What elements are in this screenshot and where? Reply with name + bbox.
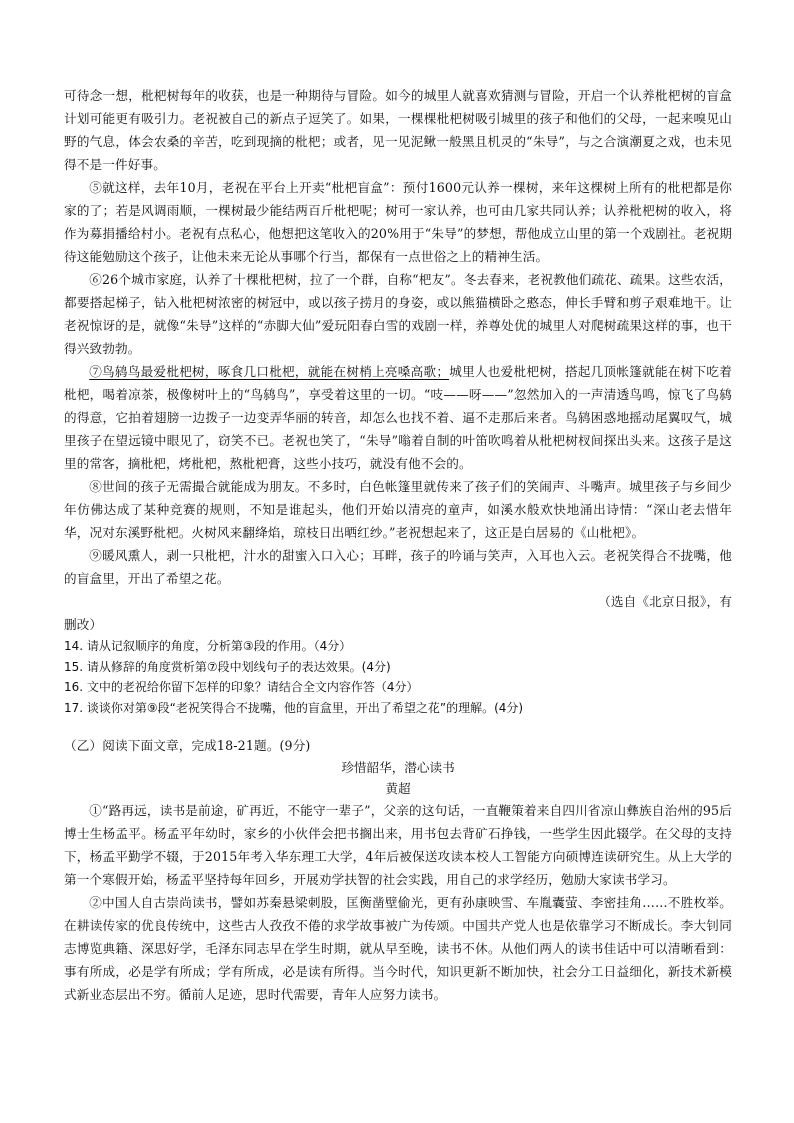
article-paragraph-1: ①“路再远，读书是前途，矿再近，不能守一辈子”，父亲的这句话，一直鞭策着来自四川省凉山彝族自治州的95后博士生杨孟平。杨孟平年幼时，家乡的小伙伴会把书搁出来，用书包去背矿石挣钱，一些学生因此辍学。在父母的支持下，杨孟平勤学不辍，于2015年考入华东理工大学，4年后被保送攻读本校人工智能方向硕博连读研究生。从上大学的第一个寒假开始，杨孟平坚持每年回乡，开展劝学扶智的社会实践，用自己的求学经历，勉励大家读书学习。	[64, 803, 732, 887]
passage-paragraph-8: ⑧世间的孩子无需撮合就能成为朋友。不多时，白色帐篷里就传来了孩子们的笑闹声、斗嘴声。城里孩子与乡间少年仿佛达成了某种竞赛的规则，不知是谁起头，他们开始以清亮的童声，如溪水般欢快地涌出诗情：“深山老去惜年华，况对东溪野枇杷。火树风来翻绛焰，琼枝日出晒红纱。”老祝想起来了，这正是白居易的《山枇杷》。	[64, 479, 732, 540]
underlined-sentence: ⑦鸟鸫鸟最爱枇杷树，啄食几口枇杷，就能在树梢上亮嗓高歌；	[89, 364, 450, 379]
source-note: （选自《北京日报》，有	[598, 594, 732, 609]
question-16: 16. 文中的老祝给你留下怎样的印象？请结合全文内容作答（4分）	[64, 680, 419, 694]
passage-paragraph-5: ⑤就这样，去年10月，老祝在平台上开卖“枇杷盲盒”：预付1600元认养一棵树，来年这棵树上所有的枇杷都是你家的了；若是风调雨顺，一棵树最少能结两百斤枇杷呢；树可一家认养，也可由几家共同认养；认养枇杷树的收入，将作为募捐播给村小。老祝有点私心，他想把这笔收入的20%用于“朱导”的梦想，帮他成立山里的第一个戏剧社。老祝期待这能勉励这个孩子，让他未来无论从事哪个行当，都保有一点世俗之上的精神生活。	[64, 180, 732, 264]
question-14: 14. 请从记叙顺序的角度，分析第③段的作用。（4分）	[64, 639, 352, 653]
passage-paragraph-6: ⑥26个城市家庭，认养了十棵枇杷树，拉了一个群，自称“杷友”。冬去春来，老祝教他们疏花、疏果。这些农活，都要搭起梯子，钻入枇杷树浓密的树冠中，或以孩子捞月的身姿，或以熊猫横卧之憨态，伸长手臂和剪子艰难地干。让老祝惊讶的是，就像“朱导”这样的“赤脚大仙”爱玩阳春白雪的戏剧一样，养尊处优的城里人对爬树疏果这样的事，也干得兴致勃勃。	[64, 272, 732, 356]
source-note-continued: 删改）	[64, 617, 103, 632]
passage-paragraph-9: ⑨暖风熏人，剥一只枇杷，汁水的甜蜜入口入心；耳畔，孩子的吟诵与笑声，入耳也入云。老祝笑得合不拢嘴，他的盲盒里，开出了希望之花。	[64, 548, 732, 586]
exam-page	[64, 84, 732, 1006]
article-author: 黄超	[385, 781, 411, 796]
article-title: 珍惜韶华，潜心读书	[341, 760, 455, 775]
passage-paragraph-continued: 可待念一想，枇杷树每年的收获，也是一种期待与冒险。如今的城里人就喜欢猜测与冒险，开启一个认养枇杷树的盲盒计划可能更有吸引力。老祝被自己的新点子逗笑了。如果，一棵棵枇杷树吸引城里的孩子和他们的父母，一起来嗅见山野的气息，体会农桑的辛苦，吃到现摘的枇杷；或者，见一见泥鳅一般黑且机灵的“朱导”，与之合演潮夏之戏，也未见得不是一件好事。	[64, 88, 732, 172]
paragraph-7-rest: 城里人也爱枇杷树，搭起几顶帐篷就能在树下吃着枇杷，喝着凉茶，极像树叶上的“鸟鸫鸟”，享受着这里的一切。“吱——呀——”忽然加入的一声清透鸟鸣，惊飞了鸟鸫的得意，它拍着翅膀一边拨子一边变弄华丽的转音，却怎么也找不着、逼不走那后来者。鸟鸫困惑地摇动尾翼叹气，城里孩子在望远镜中眼见了，窃笑不已。老祝也笑了，“朱导”嗡着自制的叶笛吹鸣着从枇杷树杈间探出头来。这孩子是这里的常客，摘枇杷，烤枇杷，熬枇杷膏，这些小技巧，就没有他不会的。	[64, 364, 732, 471]
question-list	[64, 636, 732, 718]
passage-paragraph-7	[64, 360, 732, 475]
article-paragraph-2: ②中国人自古崇尚读书，譬如苏秦悬梁刺股，匡衡凿壁偷光，更有孙康映雪、车胤囊萤、李密挂角……不胜枚举。在耕读传家的优良传统中，这些古人孜孜不倦的求学故事被广为传颂。中国共产党人也是依靠学习不断成长。李大钊同志博览典籍、深思好学，毛泽东同志早在学生时期，就从早至晚，读书不休。从他们两人的读书佳话中可以清晰看到：事有所成，必是学有所成；学有所成，必是读有所得。当今时代，知识更新不断加快，社会分工日益细化，新技术新模式新业态层出不穷。循前人足迹，思时代需要，青年人应努力读书。	[64, 895, 732, 1002]
section-b-heading: （乙）阅读下面文章，完成18-21题。(9分)	[64, 738, 311, 753]
question-15: 15. 请从修辞的角度赏析第⑦段中划线句子的表达效果。(4分)	[64, 659, 391, 674]
question-17: 17. 谈谈你对第⑨段“老祝笑得合不拢嘴，他的盲盒里，开出了希望之花”的理解。(4分)	[64, 700, 524, 715]
